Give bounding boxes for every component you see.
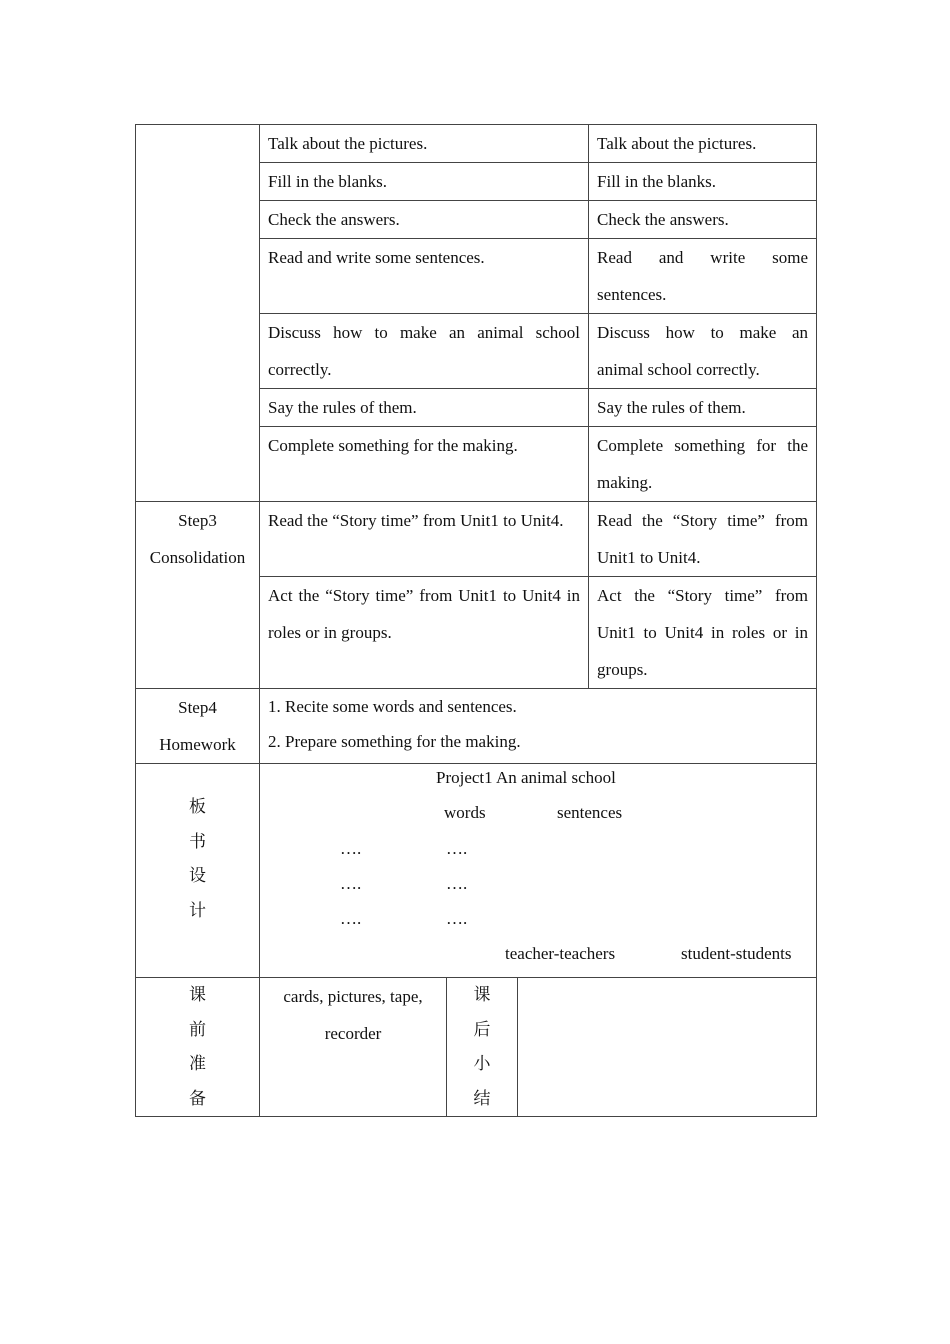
student-activity: Read and write some sentences. xyxy=(589,239,817,314)
board-example: teacher-teachers xyxy=(505,944,616,963)
board-label-char: 书 xyxy=(189,831,206,851)
board-title: Project1 An animal school xyxy=(436,768,616,787)
step3-row xyxy=(136,502,817,577)
board-label-char: 板 xyxy=(189,797,206,816)
summary-label-char: 后 xyxy=(473,1019,491,1039)
student-activity: Read the “Story time” from Unit1 to Unit4. xyxy=(589,502,817,577)
board-dots: …. xyxy=(446,839,468,858)
student-activity: Act the “Story time” from Unit1 to Unit4 in roles or in groups. xyxy=(589,577,817,689)
board-example: student-students xyxy=(681,944,792,963)
summary-label-char: 课 xyxy=(473,985,491,1004)
step4-label-line1: Step4 xyxy=(178,698,217,717)
homework-cell xyxy=(260,689,817,764)
board-col-words: words xyxy=(444,803,486,822)
prep-label xyxy=(136,978,260,1117)
board-label xyxy=(136,764,260,978)
student-activity: Complete something for the making. xyxy=(589,427,817,502)
teacher-activity: Say the rules of them. xyxy=(260,389,589,427)
board-row xyxy=(136,764,817,978)
board-dots: …. xyxy=(340,874,362,893)
summary-content xyxy=(518,978,817,1117)
step3-label-line1: Step3 xyxy=(178,511,217,530)
teacher-activity: Discuss how to make an animal school correctly. xyxy=(260,314,589,389)
teacher-activity: Talk about the pictures. xyxy=(260,125,589,163)
board-col-sentences: sentences xyxy=(557,803,623,822)
prep-label-char: 准 xyxy=(189,1054,206,1073)
step4-label xyxy=(136,689,260,764)
board-dots: …. xyxy=(340,839,362,858)
summary-label-char: 小 xyxy=(473,1054,491,1073)
student-activity: Fill in the blanks. xyxy=(589,163,817,201)
step3-label-line2: Consolidation xyxy=(149,548,246,567)
prep-content xyxy=(260,978,447,1117)
prep-content-line: cards, pictures, tape, xyxy=(283,987,423,1006)
student-activity: Say the rules of them. xyxy=(589,389,817,427)
homework-item: 1. Recite some words and sentences. xyxy=(268,697,517,716)
board-content xyxy=(260,764,817,978)
step-label-cell xyxy=(136,125,260,502)
lesson-plan-table xyxy=(135,124,817,1117)
activity-row xyxy=(136,125,817,163)
summary-label xyxy=(447,978,518,1117)
homework-item: 2. Prepare something for the making. xyxy=(268,732,521,751)
student-activity: Talk about the pictures. xyxy=(589,125,817,163)
prep-label-char: 备 xyxy=(189,1088,206,1108)
teacher-activity: Complete something for the making. xyxy=(260,427,589,502)
board-label-char: 计 xyxy=(189,900,206,920)
board-dots: …. xyxy=(340,909,362,928)
student-activity: Discuss how to make an animal school correctly. xyxy=(589,314,817,389)
step4-label-line2: Homework xyxy=(159,735,236,754)
prep-content-line: recorder xyxy=(324,1024,382,1043)
teacher-activity: Check the answers. xyxy=(260,201,589,239)
teacher-activity: Fill in the blanks. xyxy=(260,163,589,201)
prep-label-char: 课 xyxy=(189,985,206,1004)
step4-row xyxy=(136,689,817,764)
teacher-activity: Read the “Story time” from Unit1 to Unit4. xyxy=(260,502,589,577)
board-dots: …. xyxy=(446,909,468,928)
summary-label-char: 结 xyxy=(473,1088,491,1108)
board-dots: …. xyxy=(446,874,468,893)
teacher-activity: Read and write some sentences. xyxy=(260,239,589,314)
prep-row xyxy=(136,978,817,1117)
step3-label xyxy=(136,502,260,689)
teacher-activity: Act the “Story time” from Unit1 to Unit4 in roles or in groups. xyxy=(260,577,589,689)
board-label-char: 设 xyxy=(189,866,206,885)
student-activity: Check the answers. xyxy=(589,201,817,239)
prep-label-char: 前 xyxy=(189,1019,206,1039)
